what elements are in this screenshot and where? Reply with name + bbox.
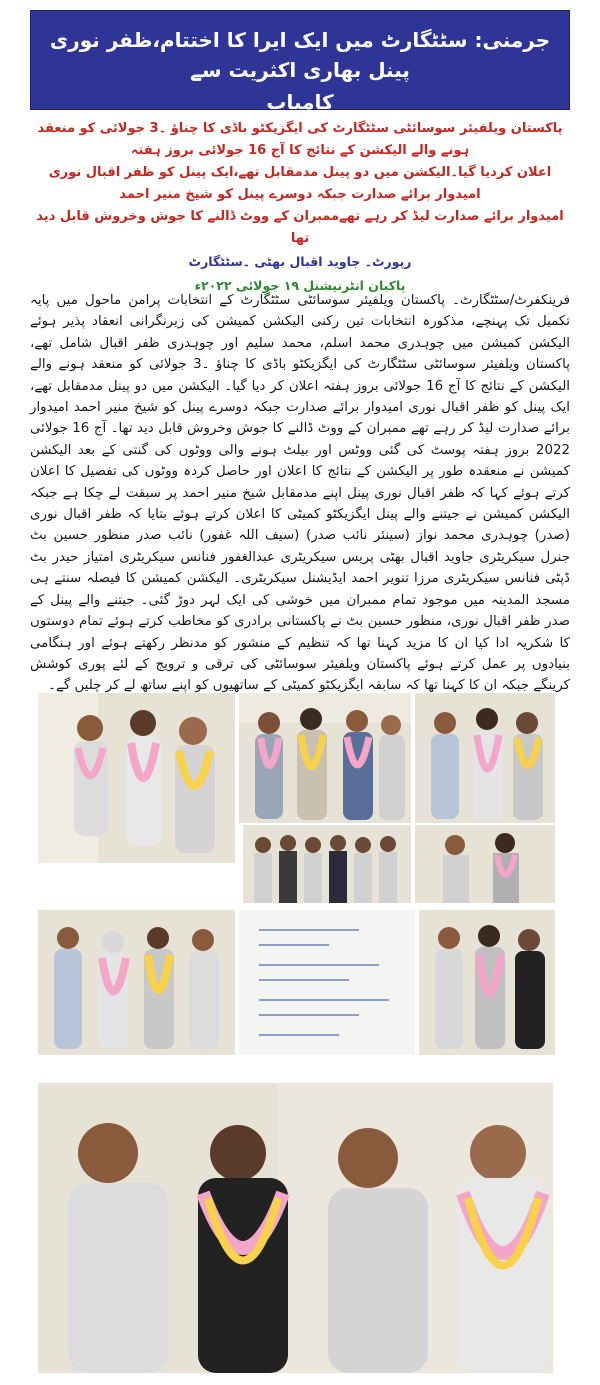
photo-garland-ceremony-4 xyxy=(415,825,555,903)
photo-group-members xyxy=(243,825,411,903)
article-body: فرینکفرٹ/سٹٹگارٹ۔ پاکستان ویلفیئر سوسائٹی سٹٹگارٹ کے انتخابات پرامن ماحول میں پایہ تکمیل تک پہنچے، مذکورہ انتخابات تین رکنی الیکشن کمیشن کی زیرنگرانی انعقاد پذیر ہوئے الیکشن کمیشن میں چوہدری محمد اسلم، محمد سلیم اور چوہدری ظفر اقبال شامل تھے، پاکستان ویلفیئر سوسائٹی سٹٹگارٹ کی ایگزیکٹو باڈی کا چناؤ ۔3 جولائی کو منعقد ہونے والے الیکشن کے نتائج کا آج 16 جولائی بروز ہفتہ اعلان کر دیا گیا۔ الیکشن میں دو پینل مدمقابل تھے، ایک پینل کو ظفر اقبال نوری امیدوار برائے صدارت جبکہ دوسرے پینل کو شیخ منیر احمد امیدوار برائے صدارت لیڈ کر رہے تھے ممبران کے ووٹ ڈالنے کا جوش وخروش قابل دید تھا۔ آج 16 جولائی 2022 بروز ہفتہ پوسٹ کی گئی ووٹس اور بیلٹ ہونے والی ووٹوں کی گنتی کے بعد الیکشن کمیشن نے منعقدہ طور پر الیکشن کے نتائج کا اعلان اور حاصل کردہ ووٹوں کی تفصیل کا اعلان کرتے ہوئے کہا کہ ظفر اقبال نوری پینل اپنے مدمقابل شیخ منیر احمد پر سبقت لے چکا ہے جبکہ الیکشن کمیشن نے جیتنے والے پینل ایگزیکٹو کمیٹی کا اعلان کرتے ہوئے بتایا کہ ظفر اقبال نوری (صدر) چوہدری محمد نواز (سینئر نائب صدر) (سیف اللہ غفور) نائب صدر منظور حسین بٹ جنرل سیکریٹری جاوید اقبال بھٹی پریس سیکریٹری عبدالغفور فنانس سیکریٹری امتیاز حیدر بٹ ڈپٹی فنانس سیکریٹری مرزا تنویر احمد ایڈیشنل سیکریٹری۔ الیکشن کمیشن کا فیصلہ سنتے ہی مسجد المدینہ میں موجود تمام ممبران میں خوشی کی ایک لہر دوڑ گئی۔ جیتنے والے پینل کے صدر ظفر اقبال نوری، منظور حسین بٹ نے پاکستانی برادری کو مخاطب کرتے ہوئے تمام دوستوں کا شکریہ ادا کیا ان کا مزید کہنا تھا کہ تنظیم کے منشور کو مدنظر رکھتے ہوئے اور ہنگامی بنیادوں پر عمل کرتے ہوئے پاکستان ویلفیئر سوسائٹی کی ترقی و ترویج کے لئے پوری کوشش کرینگے جبکہ ان کا کہنا تھا کہ سابقہ ایگزیکٹو کمیٹی کے ساتھیوں کو اپنے ساتھ لے کر چلیں گے۔ xyxy=(30,293,570,694)
headline-line-1: جرمنی: سٹٹگارٹ میں ایک ایرا کا اختتام،ظفر نوری پینل بھاری اکثریت سے xyxy=(49,28,551,82)
report-byline: رپورٹ۔ جاوید اقبال بھٹی ۔سٹٹگارٹ xyxy=(188,254,412,269)
photo-garland-ceremony-2 xyxy=(239,693,411,823)
photo-group-garlands xyxy=(38,910,235,1055)
source-dateline: پاکبان انٹرنیشنل ۱۹ جولائی ۲۰۲۲ء xyxy=(194,278,406,293)
summary-block xyxy=(30,118,570,298)
photo-garland-presentation-main xyxy=(38,1083,553,1373)
photo-garland-ceremony-5 xyxy=(419,910,555,1055)
headline-banner xyxy=(30,10,570,114)
summary-line-1: پاکستان ویلفیئر سوسائٹی سٹٹگارٹ کی ایگزیکٹو باڈی کا چناؤ ۔3 جولائی کو منعقد ہونے والے الیکشن کے نتائج کا آج 16 جولائی بروز ہفتہ xyxy=(37,121,563,158)
photo-garland-ceremony-3 xyxy=(415,693,555,823)
summary-line-2: اعلان کردیا گیا۔الیکشن میں دو پینل مدمقابل تھے،ایک پینل کو ظفر اقبال نوری امیدوار برائے صدارت جبکہ دوسرے پینل کو شیخ منیر احمد xyxy=(48,165,552,202)
photo-election-document xyxy=(239,910,415,1055)
headline-line-2: کامیاب xyxy=(266,90,334,114)
photo-garland-ceremony-1 xyxy=(38,693,235,863)
summary-line-3: امیدوار برائے صدارت لیڈ کر رہے تھےممبران کے ووٹ ڈالنے کا جوش وخروش قابل دید تھا xyxy=(36,209,564,246)
